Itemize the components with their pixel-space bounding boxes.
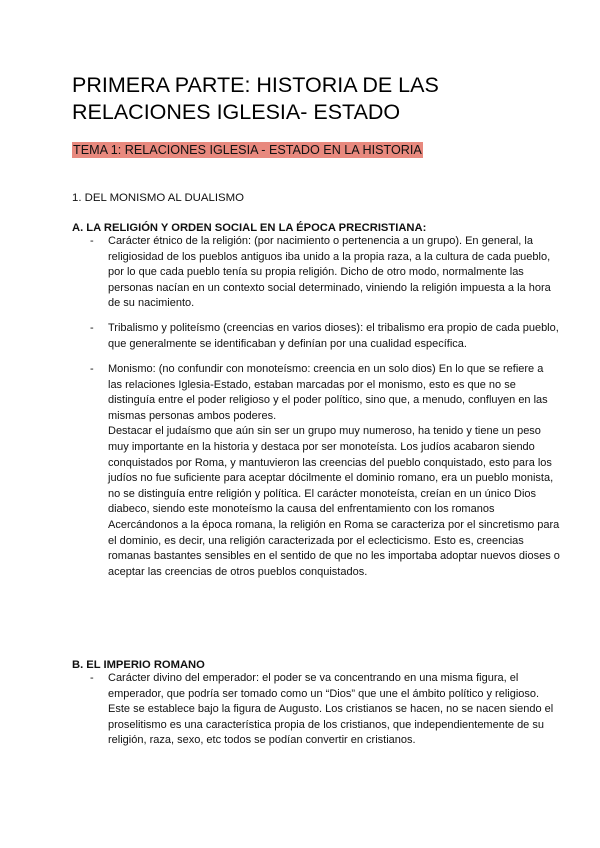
list-item bbox=[90, 362, 560, 580]
bullet-body bbox=[108, 362, 560, 580]
bullet-paragraph: Destacar el judaísmo que aún sin ser un grupo muy numeroso, ha tenido y tiene un peso muy importante en la historia y destaca por ser monoteísta. Los judíos acabaron siendo conquistados por Roma, y mantuvieron las creencias del pueblo conquistado, esto para los judíos no fue suficiente para aceptar dócilmente el dominio romano, era un pueblo monista, no se distinguía entre religión y política. El carácter monoteísta, creían en un único Dios diabeco, siendo este monoteísmo la causa del enfrentamiento con los romanos bbox=[108, 425, 554, 516]
document-title: PRIMERA PARTE: HISTORIA DE LAS RELACIONES IGLESIA- ESTADO bbox=[72, 73, 439, 124]
bullet-text: Tribalismo y politeísmo (creencias en varios dioses): el tribalismo era propio de cada pueblo, que generalmente se identificaban y definían por una cualidad específica. bbox=[108, 322, 559, 350]
bullet-dash: - bbox=[90, 235, 94, 247]
section-heading: 1. DEL MONISMO AL DUALISMO bbox=[72, 192, 244, 204]
section-b-heading: B. EL IMPERIO ROMANO bbox=[72, 659, 205, 671]
bullet-paragraph: Acercándonos a la época romana, la religión en Roma se caracteriza por el sincretismo para el dominio, es decir, una religión caracterizada por el eclecticismo. Esto es, creencias romanas bastantes sensibles en el sentido de que no les importaba adoptar nuevos dioses o aceptar las creencias de otros pueblos conquistados. bbox=[108, 518, 560, 578]
section-a-heading: A. LA RELIGIÓN Y ORDEN SOCIAL EN LA ÉPOCA PRECRISTIANA: bbox=[72, 222, 427, 234]
list-item bbox=[90, 671, 560, 749]
bullet-dash: - bbox=[90, 672, 94, 684]
list-item bbox=[90, 321, 560, 352]
topic-subtitle-highlight: TEMA 1: RELACIONES IGLESIA - ESTADO EN LA HISTORIA bbox=[73, 143, 422, 157]
bullet-dash: - bbox=[90, 322, 94, 334]
bullet-text: Carácter étnico de la religión: (por nacimiento o pertenencia a un grupo). En general, la religiosidad de los pueblos antiguos iba unido a la propia raza, a la cultura de cada pueblo, por lo que cada pueblo tenía su propia religión. Dicho de otro modo, normalmente las personas nacían en un contexto social determinado, viniendo la religión impuesta a la hora de su nacimiento. bbox=[108, 235, 551, 310]
bullet-dash: - bbox=[90, 363, 94, 375]
bullet-paragraph: Monismo: (no confundir con monoteísmo: creencia en un solo dios) En lo que se refiere a las relaciones Iglesia-Estado, estaban marcadas por el monismo, esto es que no se distinguía entre el poder religioso y el poder político, sino que, a menudo, confluyen en las mismas personas ambos poderes. bbox=[108, 363, 548, 422]
bullet-text: Carácter divino del emperador: el poder se va concentrando en una misma figura, el emperador, que podría ser tomado como un “Dios” que une el ámbito político y religioso. Este se establece bajo la figura de Augusto. Los cristianos se hacen, no se nacen siendo el proselitismo es una característica propia de los cristianos, que independientemente de su religión, raza, sexo, etc todos se podían convertir en cristianos. bbox=[108, 672, 554, 747]
topic-subtitle bbox=[72, 142, 423, 158]
list-item bbox=[90, 234, 560, 312]
